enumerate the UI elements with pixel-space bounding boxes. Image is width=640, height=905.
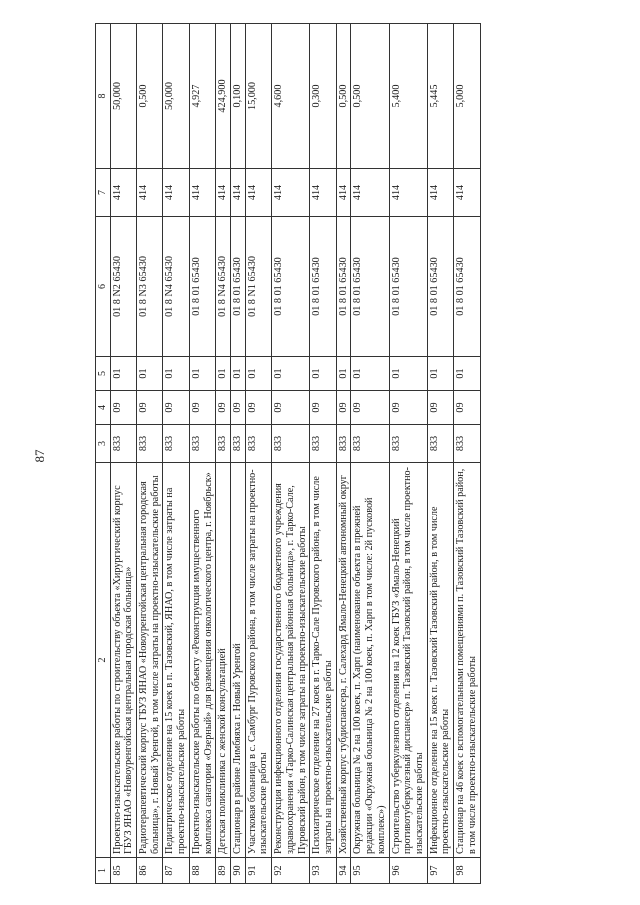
table-cell-c4: 09 (336, 391, 351, 425)
table-row (310, 24, 336, 884)
table-cell-c5: 01 (189, 357, 215, 391)
table-cell-c7: 414 (310, 169, 336, 217)
table-cell-c4: 09 (454, 391, 480, 425)
table-cell-n: 98 (454, 858, 480, 884)
table-cell-n: 90 (230, 858, 245, 884)
table-cell-c7: 414 (351, 169, 389, 217)
table-cell-c8: 0,500 (136, 24, 162, 169)
table-row (389, 24, 427, 884)
table-cell-c3: 833 (427, 425, 453, 463)
table-cell-name: Инфекционное отделение на 15 коек п. Тазовский Тазовский район, в том числе проектно-изыскательские работы (427, 463, 453, 858)
table-cell-c4: 09 (189, 391, 215, 425)
table-row (336, 24, 351, 884)
table-cell-c7: 414 (336, 169, 351, 217)
table-cell-c8: 5,000 (454, 24, 480, 169)
table-cell-c8: 424,900 (216, 24, 231, 169)
table-row (110, 24, 136, 884)
table-row (454, 24, 480, 884)
table-cell-name: Строительство туберкулезного отделения на 12 коек ГБУЗ «Ямало-Ненецкий противотуберкулезный диспансер» п. Тазовский Тазовский район, в том числе проектно-изыскательские работы (389, 463, 427, 858)
table-row (163, 24, 189, 884)
table-cell-c6: 01 8 01 65430 (389, 217, 427, 357)
table-cell-c7: 414 (245, 169, 271, 217)
table-cell-c8: 5,445 (427, 24, 453, 169)
table-cell-n: 88 (189, 858, 215, 884)
table-cell-c8: 5,400 (389, 24, 427, 169)
table-cell-c3: 833 (272, 425, 310, 463)
table-cell-c7: 414 (389, 169, 427, 217)
table-cell-c6: 01 8 01 65430 (272, 217, 310, 357)
table-cell-c3: 833 (454, 425, 480, 463)
table-cell-c5: 01 (245, 357, 271, 391)
table-cell-c4: 09 (310, 391, 336, 425)
table-cell-name: Хозяйственный корпус тубдиспансера, г. Салехард Ямало-Ненецкий автономный округ (336, 463, 351, 858)
table-cell-c6: 01 8 N4 65430 (216, 217, 231, 357)
table-cell-c5: 01 (389, 357, 427, 391)
table-cell-n: 96 (389, 858, 427, 884)
table-cell-c8: 50,000 (110, 24, 136, 169)
table-cell-c7: 414 (230, 169, 245, 217)
table-cell-c5: 01 (310, 357, 336, 391)
table-cell-name: Педиатрическое отделение на 15 коек в п. Тазовский, ЯНАО, в том числе затраты на проектно-изыскательские работы (163, 463, 189, 858)
table-cell-c7: 414 (216, 169, 231, 217)
table-cell-c3: 833 (310, 425, 336, 463)
table-cell-c8: 4,927 (189, 24, 215, 169)
table-row (427, 24, 453, 884)
table-cell-c4: 09 (272, 391, 310, 425)
table-cell-c5: 01 (216, 357, 231, 391)
table-cell-n: 94 (336, 858, 351, 884)
table-cell-c4: 09 (427, 391, 453, 425)
table-cell-c3: 833 (136, 425, 162, 463)
header-cell: 3 (96, 425, 111, 463)
header-cell: 7 (96, 169, 111, 217)
table-cell-c3: 833 (389, 425, 427, 463)
table-cell-c6: 01 8 01 65430 (336, 217, 351, 357)
table-cell-c7: 414 (136, 169, 162, 217)
table-cell-c3: 833 (230, 425, 245, 463)
table-cell-c3: 833 (336, 425, 351, 463)
table-cell-c4: 09 (216, 391, 231, 425)
table-cell-n: 86 (136, 858, 162, 884)
table-cell-c4: 09 (230, 391, 245, 425)
table-cell-c8: 0,300 (310, 24, 336, 169)
table-cell-name: Стационар в районе Лимбяяха г. Новый Уренгой (230, 463, 245, 858)
table-cell-c5: 01 (163, 357, 189, 391)
table-cell-c3: 833 (216, 425, 231, 463)
table-cell-name: Проектно-изыскательские работы по объекту «Реконструкция имущественного комплекса санатория «Озерный» для размещения онкологического центра, г. Ноябрьск» (189, 463, 215, 858)
table-cell-c8: 0,500 (351, 24, 389, 169)
table-cell-name: Стационар на 46 коек с вспомогательными помещениями п. Тазовский Тазовский район, в том числе проектно-изыскательские работы (454, 463, 480, 858)
table-cell-name: Психиатрическое отделение на 27 коек в г. Тарко-Сале Пуровского района, в том числе затраты на проектно-изыскательские работы (310, 463, 336, 858)
table-cell-c8: 15,000 (245, 24, 271, 169)
table-row (245, 24, 271, 884)
table-cell-c7: 414 (427, 169, 453, 217)
table-cell-c3: 833 (189, 425, 215, 463)
header-cell: 2 (96, 463, 111, 858)
table-cell-c4: 09 (110, 391, 136, 425)
table-cell-c4: 09 (389, 391, 427, 425)
table-cell-n: 93 (310, 858, 336, 884)
table-landscape (95, 24, 615, 884)
table-row (230, 24, 245, 884)
table-cell-n: 91 (245, 858, 271, 884)
page-number: 87 (32, 449, 47, 463)
table-cell-n: 92 (272, 858, 310, 884)
table-cell-c6: 01 8 N3 65430 (136, 217, 162, 357)
table-cell-c6: 01 8 01 65430 (189, 217, 215, 357)
table-cell-c7: 414 (163, 169, 189, 217)
table-cell-c8: 50,000 (163, 24, 189, 169)
table-cell-c5: 01 (136, 357, 162, 391)
table-cell-c5: 01 (351, 357, 389, 391)
table-cell-name: Радиотерапевтический корпус ГБУЗ ЯНАО «Новоуренгойская центральная городская больница», г. Новый Уренгой, в том числе затраты на проектно-изыскательские работы (136, 463, 162, 858)
table-cell-c6: 01 8 N1 65430 (245, 217, 271, 357)
table-cell-c3: 833 (110, 425, 136, 463)
table-cell-c5: 01 (427, 357, 453, 391)
table-cell-c3: 833 (245, 425, 271, 463)
table-cell-c8: 4,600 (272, 24, 310, 169)
header-row (96, 24, 111, 884)
table-cell-n: 87 (163, 858, 189, 884)
table-cell-name: Окружная больница № 2 на 100 коек, п. Харп (наименование объекта в прежней редакции «Окружная больница № 2 на 100 коек, п. Харп в том числе: 2й пусковой комплекс») (351, 463, 389, 858)
table-cell-c7: 414 (272, 169, 310, 217)
table-cell-c8: 0,500 (336, 24, 351, 169)
table-cell-n: 89 (216, 858, 231, 884)
table-cell-c8: 0,100 (230, 24, 245, 169)
table-cell-c3: 833 (351, 425, 389, 463)
header-cell: 8 (96, 24, 111, 169)
table-row (189, 24, 215, 884)
table-cell-n: 95 (351, 858, 389, 884)
table-cell-n: 97 (427, 858, 453, 884)
table-cell-c7: 414 (189, 169, 215, 217)
table-cell-c4: 09 (351, 391, 389, 425)
table-cell-c7: 414 (110, 169, 136, 217)
table-cell-c5: 01 (272, 357, 310, 391)
table-cell-c6: 01 8 01 65430 (454, 217, 480, 357)
header-cell: 6 (96, 217, 111, 357)
table-row (351, 24, 389, 884)
table-cell-name: Проектно-изыскательские работы по строительству объекта «Хирургический корпус ГБУЗ ЯНАО «Новоуренгойская центральная городская больница» (110, 463, 136, 858)
table-cell-c7: 414 (454, 169, 480, 217)
table-cell-n: 85 (110, 858, 136, 884)
table-cell-c5: 01 (230, 357, 245, 391)
table-cell-c3: 833 (163, 425, 189, 463)
budget-table (95, 23, 481, 884)
table-cell-c6: 01 8 01 65430 (427, 217, 453, 357)
table-cell-c4: 09 (163, 391, 189, 425)
table-cell-c6: 01 8 01 65430 (230, 217, 245, 357)
table-cell-name: Детская поликлиника с женской консультацией (216, 463, 231, 858)
table-cell-c4: 09 (136, 391, 162, 425)
table-cell-c5: 01 (454, 357, 480, 391)
table-cell-c6: 01 8 01 65430 (310, 217, 336, 357)
table-cell-name: Участковая больница в с. Самбург Пуровского района, в том числе затраты на проектно-изыскательские работы (245, 463, 271, 858)
table-row (216, 24, 231, 884)
header-cell: 4 (96, 391, 111, 425)
table-row (272, 24, 310, 884)
table-cell-c5: 01 (110, 357, 136, 391)
header-cell: 1 (96, 858, 111, 884)
table-cell-c6: 01 8 01 65430 (351, 217, 389, 357)
table-cell-name: Реконструкция инфекционного отделения государственного бюджетного учреждения здравоохранения «Тарко-Салинская центральная районная больница», г. Тарко-Сале, Пуровский район, в том числе затраты на проектно-изыскательские работы (272, 463, 310, 858)
table-cell-c4: 09 (245, 391, 271, 425)
table-cell-c6: 01 8 N2 65430 (110, 217, 136, 357)
table-cell-c6: 01 8 N4 65430 (163, 217, 189, 357)
table-row (136, 24, 162, 884)
table-cell-c5: 01 (336, 357, 351, 391)
header-cell: 5 (96, 357, 111, 391)
rotated-table-container (95, 24, 615, 884)
